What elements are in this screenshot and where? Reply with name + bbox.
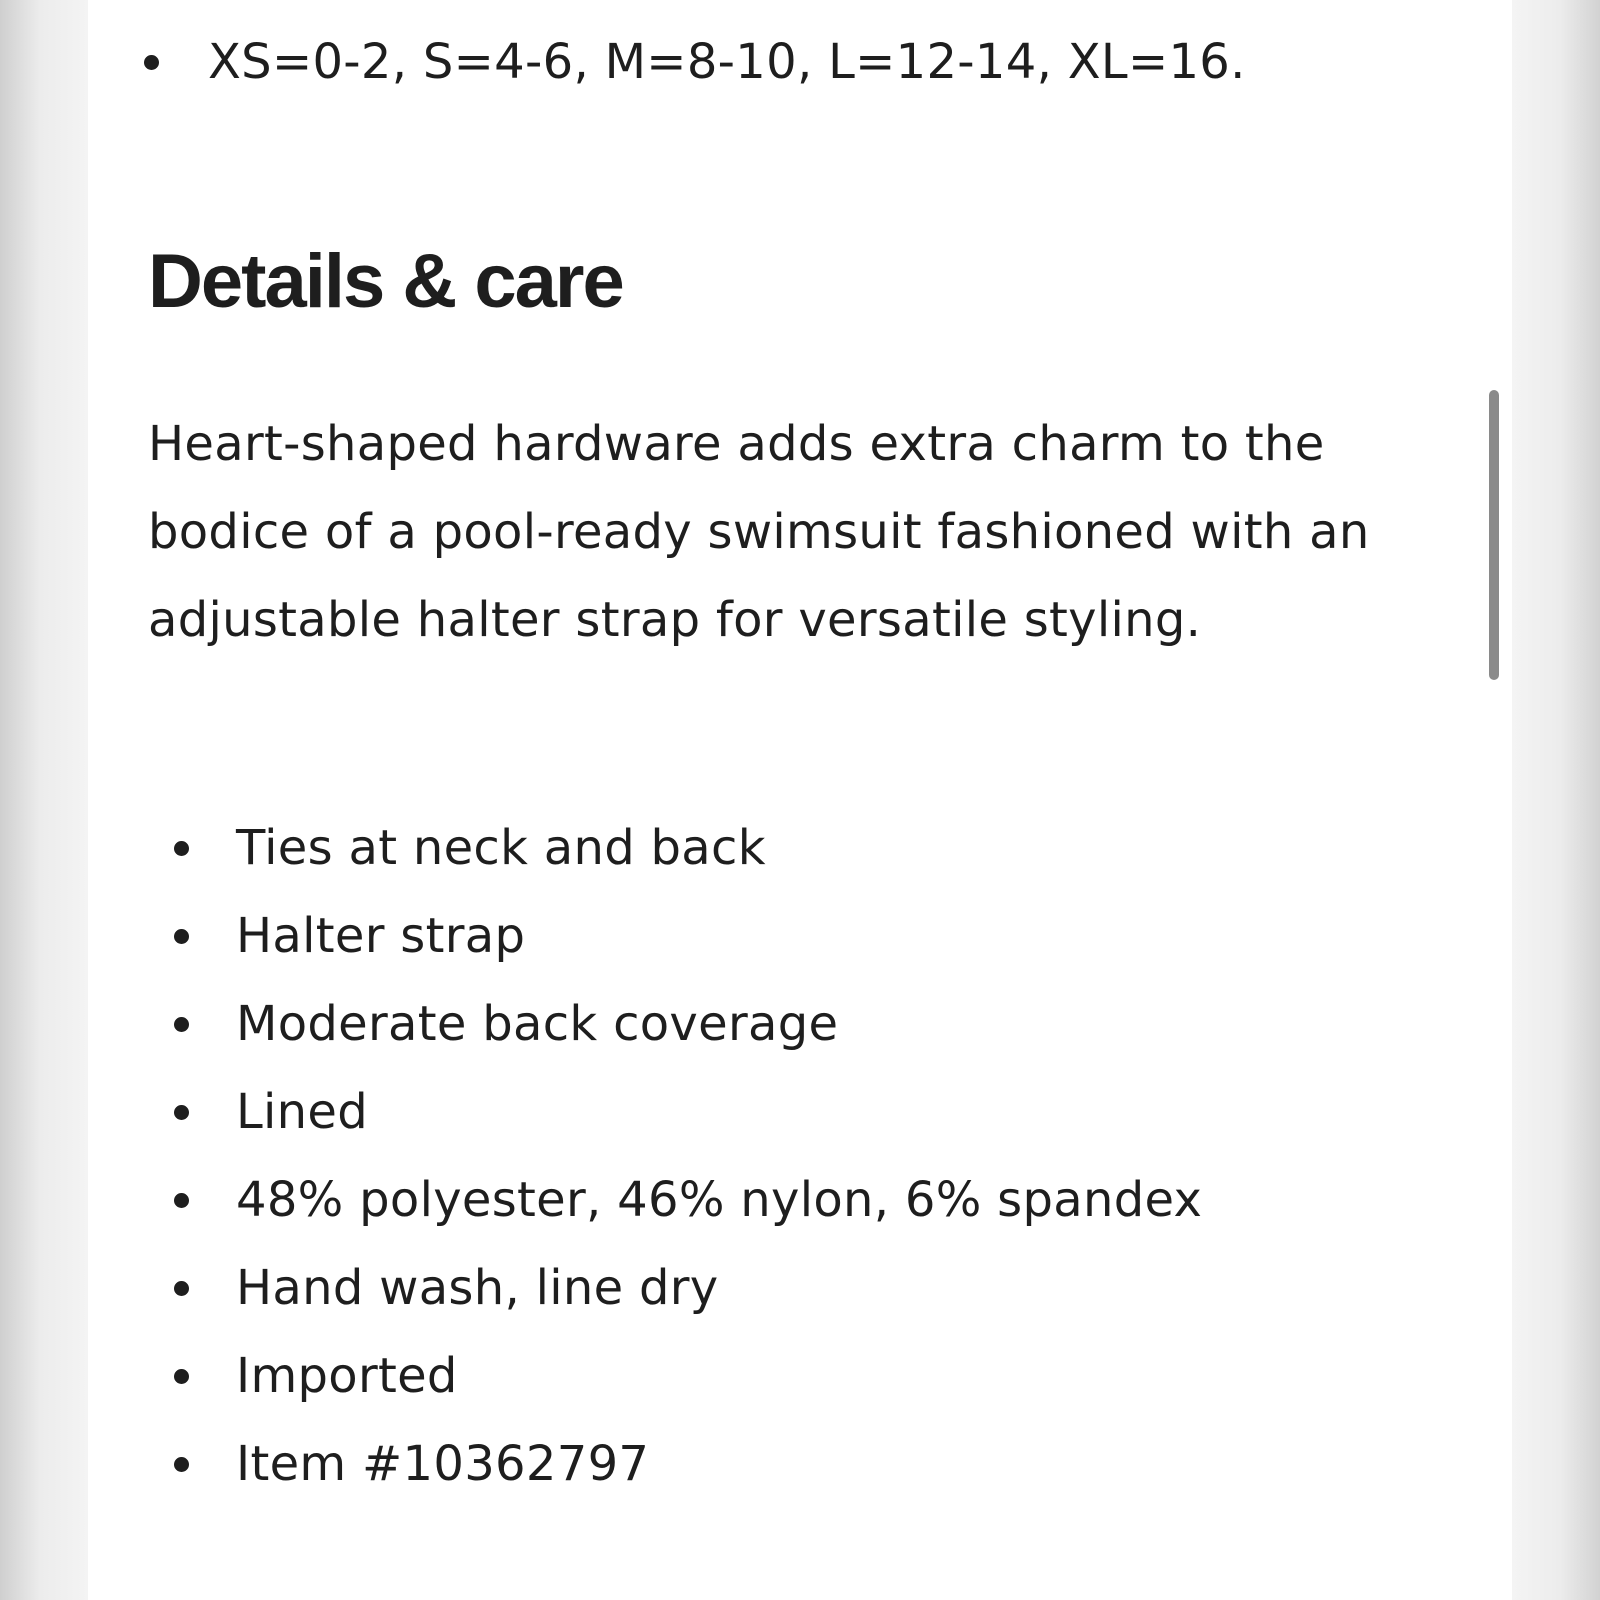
scrollbar-thumb[interactable]	[1489, 390, 1499, 680]
details-bullet-list	[88, 804, 1202, 1508]
size-guide-item: XS=0-2, S=4-6, M=8-10, L=12-14, XL=16.	[88, 22, 1246, 102]
list-item: Hand wash, line dry	[88, 1244, 1202, 1332]
list-item: Lined	[88, 1068, 1202, 1156]
list-item: Imported	[88, 1332, 1202, 1420]
list-item: Halter strap	[88, 892, 1202, 980]
list-item: 48% polyester, 46% nylon, 6% spandex	[88, 1156, 1202, 1244]
list-item: Ties at neck and back	[88, 804, 1202, 892]
product-details-panel	[88, 0, 1512, 1600]
list-item: Item #10362797	[88, 1420, 1202, 1508]
list-item: Moderate back coverage	[88, 980, 1202, 1068]
size-guide-list	[88, 22, 1246, 102]
details-care-heading: Details & care	[148, 239, 623, 324]
product-description: Heart-shaped hardware adds extra charm to the bodice of a pool-ready swimsuit fashioned with an adjustable halter strap for versatile styling.	[148, 416, 1370, 648]
